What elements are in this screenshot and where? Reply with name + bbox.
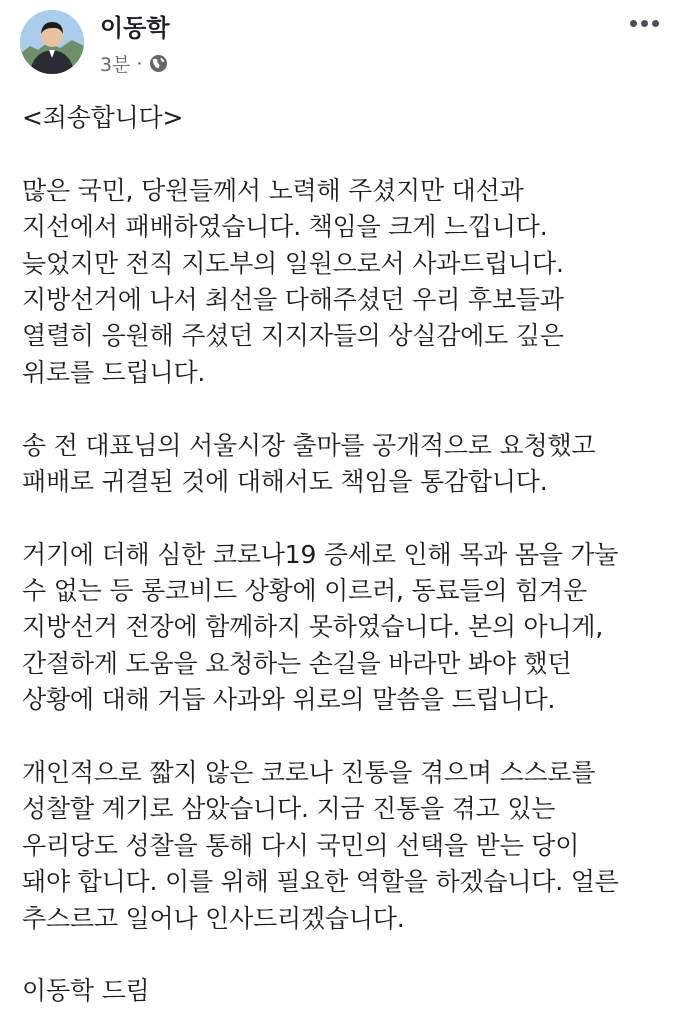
text-line: 열렬히 응원해 주셨던 지지자들의 상실감에도 깊은 [22, 321, 564, 351]
post-author-name[interactable]: 이동학 [100, 14, 170, 42]
post-meta [100, 50, 168, 77]
post-signature: 이동학 드림 [22, 976, 150, 1006]
paragraph-1 [22, 173, 672, 391]
text-line: 성찰할 계기로 삼았습니다. 지금 진통을 겪고 있는 [22, 794, 556, 824]
text-line: 지방선거에 나서 최선을 다해주셨던 우리 후보들과 [22, 284, 564, 314]
text-line: 개인적으로 짧지 않은 코로나 진통을 겪으며 스스로를 [22, 758, 596, 788]
text-line: 추스르고 일어나 인사드리겠습니다. [22, 903, 405, 933]
text-line: 거기에 더해 심한 코로나19 증세로 인해 목과 몸을 가눌 [22, 539, 619, 569]
paragraph-2 [22, 428, 672, 501]
paragraph-3 [22, 537, 672, 719]
post-body [22, 100, 672, 1010]
text-line: 많은 국민, 당원들께서 노력해 주셨지만 대선과 [22, 175, 524, 205]
text-line: 돼야 합니다. 이를 위해 필요한 역할을 하겠습니다. 얼른 [22, 867, 619, 897]
post-header [0, 0, 680, 90]
text-line: 우리당도 성찰을 통해 다시 국민의 선택을 받는 당이 [22, 830, 580, 860]
text-line: 패배로 귀결된 것에 대해서도 책임을 통감합니다. [22, 466, 548, 496]
text-line: 수 없는 등 롱코비드 상황에 이르러, 동료들의 힘겨운 [22, 576, 587, 606]
text-line: 늦었지만 전직 지도부의 일원으로서 사과드립니다. [22, 248, 564, 278]
text-line: 송 전 대표님의 서울시장 출마를 공개적으로 요청했고 [22, 430, 596, 460]
text-line: 지방선거 전장에 함께하지 못하였습니다. 본의 아니게, [22, 612, 604, 642]
avatar[interactable] [20, 10, 84, 74]
meta-separator: · [136, 52, 143, 75]
text-line: 위로를 드립니다. [22, 357, 206, 387]
post-title: <죄송합니다> [22, 103, 184, 132]
globe-icon[interactable] [149, 54, 168, 73]
more-options-icon[interactable] [624, 10, 664, 36]
text-line: 지선에서 패배하였습니다. 책임을 크게 느낍니다. [22, 212, 548, 242]
post-timestamp[interactable]: 3분 [100, 54, 131, 76]
paragraph-4 [22, 755, 672, 937]
text-line: 상황에 대해 거듭 사과와 위로의 말씀을 드립니다. [22, 685, 556, 715]
text-line: 간절하게 도움을 요청하는 손길을 바라만 봐야 했던 [22, 648, 572, 678]
